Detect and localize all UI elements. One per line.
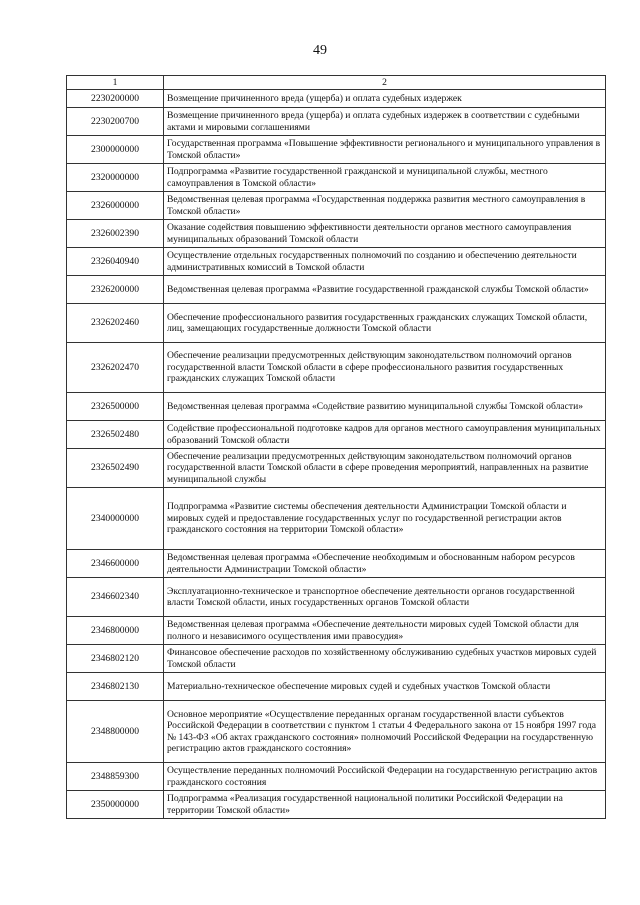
table-row	[67, 645, 606, 673]
row-code: 2346800000	[67, 617, 164, 645]
table-row	[67, 220, 606, 248]
row-description: Государственная программа «Повышение эффективности регионального и муниципального управления в Томской области»	[164, 136, 606, 164]
row-description: Подпрограмма «Развитие системы обеспечения деятельности Администрации Томской области и мировых судей и предоставление государственных услуг по государственной регистрации актов гражданского состояния на территории Томской области»	[164, 488, 606, 550]
row-description: Ведомственная целевая программа «Обеспечение необходимым и обоснованным набором ресурсов деятельности Администрации Томской области»	[164, 550, 606, 578]
table-row	[67, 164, 606, 192]
page-number: 49	[313, 43, 327, 58]
table-row	[67, 343, 606, 393]
budget-classification-table	[66, 75, 606, 819]
row-description: Финансовое обеспечение расходов по хозяйственному обслуживанию судебных участков мировых судей Томской области	[164, 645, 606, 673]
row-code: 2326202470	[67, 343, 164, 393]
row-description: Эксплуатационно-техническое и транспортное обеспечение деятельности органов государственной власти Томской области, иных государственных органов Томской области	[164, 578, 606, 617]
row-description: Ведомственная целевая программа «Развитие государственной гражданской службы Томской области»	[164, 276, 606, 304]
row-description: Ведомственная целевая программа «Государственная поддержка развития местного самоуправления в Томской области»	[164, 192, 606, 220]
table-row	[67, 550, 606, 578]
table-row	[67, 90, 606, 108]
row-code: 2300000000	[67, 136, 164, 164]
table-row	[67, 701, 606, 763]
table-body	[67, 76, 606, 819]
table-row	[67, 136, 606, 164]
table-row	[67, 673, 606, 701]
row-description: Содействие профессиональной подготовке кадров для органов местного самоуправления муниципальных образований Томской области	[164, 421, 606, 449]
row-code: 2346600000	[67, 550, 164, 578]
table-row	[67, 488, 606, 550]
row-code: 2320000000	[67, 164, 164, 192]
table-row	[67, 248, 606, 276]
row-description: Обеспечение реализации предусмотренных действующим законодательством полномочий органов государственной власти Томской области в сфере проведения мероприятий, направленных на развитие муниципальной службы	[164, 449, 606, 488]
table-row	[67, 421, 606, 449]
header-col-2: 2	[164, 76, 606, 90]
row-description: Основное мероприятие «Осуществление переданных органам государственной власти субъектов Российской Федерации в соответствии с пунктом 1 статьи 4 Федерального закона от 15 ноября 1997 года № 143-ФЗ «Об актах гражданского состояния» полномочий Российской Федерации на государственную регистрацию актов гражданского состояния»	[164, 701, 606, 763]
row-description: Ведомственная целевая программа «Обеспечение деятельности мировых судей Томской области для полного и независимого осуществления ими правосудия»	[164, 617, 606, 645]
table-row	[67, 108, 606, 136]
row-code: 2346802130	[67, 673, 164, 701]
row-code: 2346802120	[67, 645, 164, 673]
row-code: 2346602340	[67, 578, 164, 617]
row-code: 2326002390	[67, 220, 164, 248]
row-code: 2326502480	[67, 421, 164, 449]
row-description: Возмещение причиненного вреда (ущерба) и оплата судебных издержек	[164, 90, 606, 108]
row-description: Возмещение причиненного вреда (ущерба) и оплата судебных издержек в соответствии с судебными актами и мировыми соглашениями	[164, 108, 606, 136]
row-code: 2230200700	[67, 108, 164, 136]
row-code: 2326040940	[67, 248, 164, 276]
table-header-row	[67, 76, 606, 90]
table-row	[67, 276, 606, 304]
row-description: Подпрограмма «Развитие государственной гражданской и муниципальной службы, местного самоуправления в Томской области»	[164, 164, 606, 192]
row-code: 2326000000	[67, 192, 164, 220]
row-description: Осуществление переданных полномочий Российской Федерации на государственную регистрацию актов гражданского состояния	[164, 763, 606, 791]
row-code: 2348800000	[67, 701, 164, 763]
table-row	[67, 304, 606, 343]
row-code: 2230200000	[67, 90, 164, 108]
row-description: Обеспечение профессионального развития государственных гражданских служащих Томской области, лиц, замещающих государственные должности Томской области	[164, 304, 606, 343]
header-col-1: 1	[67, 76, 164, 90]
row-code: 2340000000	[67, 488, 164, 550]
table-row	[67, 393, 606, 421]
row-description: Оказание содействия повышению эффективности деятельности органов местного самоуправления муниципальных образований Томской области	[164, 220, 606, 248]
row-code: 2350000000	[67, 791, 164, 819]
row-code: 2326200000	[67, 276, 164, 304]
table-row	[67, 617, 606, 645]
row-description: Ведомственная целевая программа «Содействие развитию муниципальной службы Томской области»	[164, 393, 606, 421]
row-description: Обеспечение реализации предусмотренных действующим законодательством полномочий органов государственной власти Томской области в сфере профессионального развития государственных гражданских служащих Томской области	[164, 343, 606, 393]
table-row	[67, 192, 606, 220]
row-description: Осуществление отдельных государственных полномочий по созданию и обеспечению деятельности административных комиссий в Томской области	[164, 248, 606, 276]
table-row	[67, 763, 606, 791]
row-description: Подпрограмма «Реализация государственной национальной политики Российской Федерации на территории Томской области»	[164, 791, 606, 819]
row-code: 2326202460	[67, 304, 164, 343]
row-code: 2326500000	[67, 393, 164, 421]
row-description: Материально-техническое обеспечение мировых судей и судебных участков Томской области	[164, 673, 606, 701]
row-code: 2348859300	[67, 763, 164, 791]
row-code: 2326502490	[67, 449, 164, 488]
table-row	[67, 449, 606, 488]
table-row	[67, 578, 606, 617]
table-row	[67, 791, 606, 819]
